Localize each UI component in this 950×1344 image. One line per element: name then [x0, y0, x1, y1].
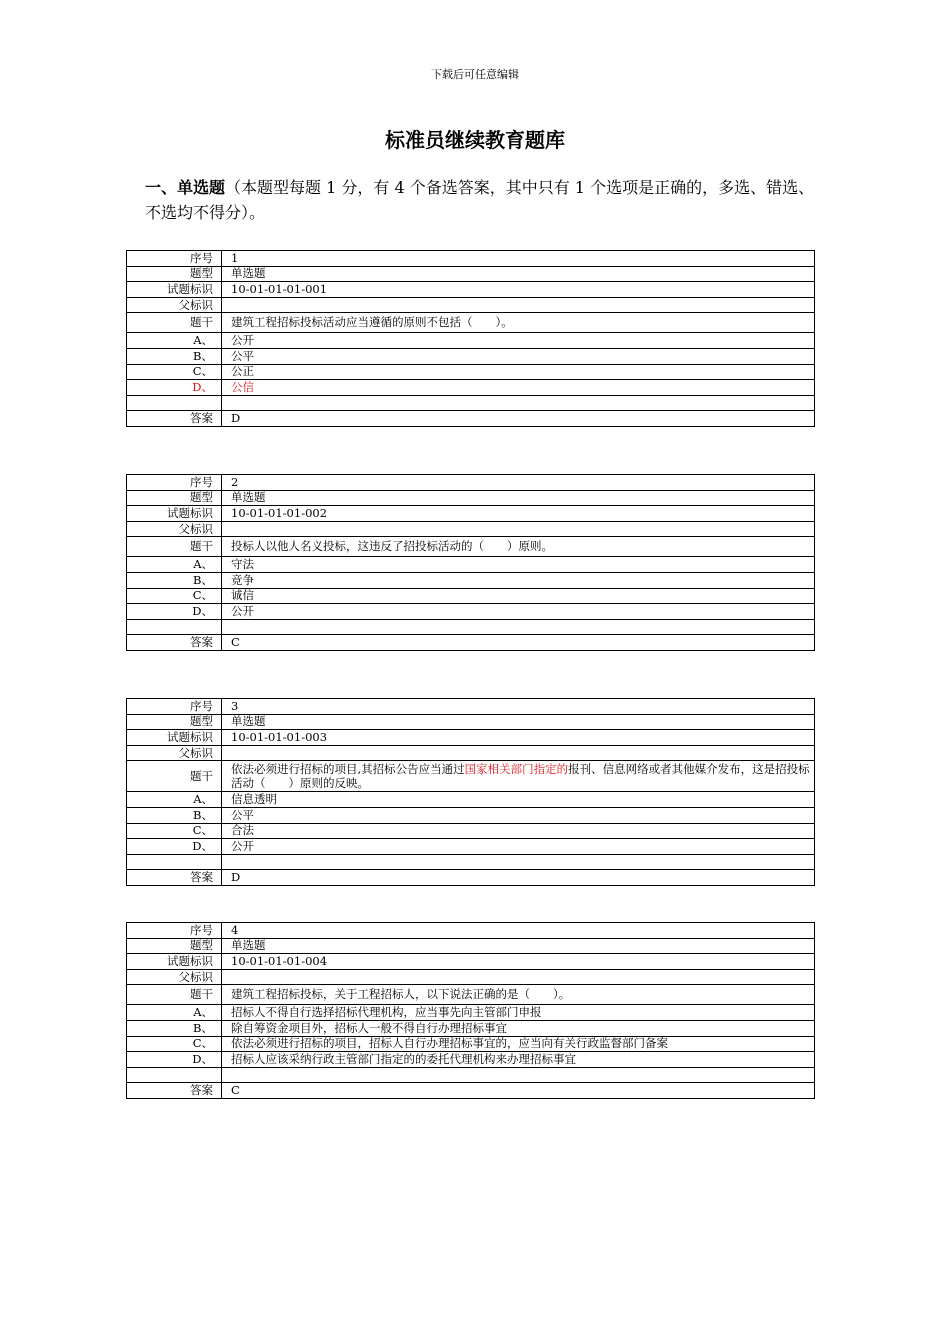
label-option-a: A、 — [127, 1005, 222, 1021]
label-seq: 序号 — [127, 923, 222, 939]
label-option-d: D、 — [127, 604, 222, 620]
label-option-c: C、 — [127, 823, 222, 839]
option-a: 守法 — [222, 557, 815, 573]
blank-value — [222, 619, 815, 635]
label-parent: 父标识 — [127, 521, 222, 537]
label-id: 试题标识 — [127, 954, 222, 970]
option-b: 公平 — [222, 807, 815, 823]
value-id: 10-01-01-01-002 — [222, 506, 815, 522]
blank-value — [222, 1067, 815, 1083]
label-stem: 题干 — [127, 761, 222, 792]
label-type: 题型 — [127, 938, 222, 954]
row-option-d — [127, 380, 815, 396]
value-answer: D — [222, 870, 815, 886]
label-option-a: A、 — [127, 333, 222, 349]
row-stem — [127, 985, 815, 1005]
row-id — [127, 730, 815, 746]
label-id: 试题标识 — [127, 730, 222, 746]
label-option-a: A、 — [127, 792, 222, 808]
value-type: 单选题 — [222, 490, 815, 506]
row-parent — [127, 297, 815, 313]
option-d: 公开 — [222, 839, 815, 855]
row-id — [127, 954, 815, 970]
label-option-d: D、 — [127, 380, 222, 396]
value-stem: 建筑工程招标投标活动应当遵循的原则不包括（ ）。 — [222, 313, 815, 333]
option-d: 公信 — [222, 380, 815, 396]
label-answer: 答案 — [127, 870, 222, 886]
blank-label — [127, 1067, 222, 1083]
row-parent — [127, 969, 815, 985]
question-table-1 — [126, 250, 815, 427]
label-option-b: B、 — [127, 807, 222, 823]
row-option-a — [127, 1005, 815, 1021]
row-option-b — [127, 1020, 815, 1036]
value-seq: 3 — [222, 699, 815, 715]
row-answer — [127, 1083, 815, 1099]
option-a: 公开 — [222, 333, 815, 349]
label-option-c: C、 — [127, 588, 222, 604]
row-blank — [127, 395, 815, 411]
label-option-d: D、 — [127, 839, 222, 855]
row-option-b — [127, 572, 815, 588]
row-parent — [127, 745, 815, 761]
label-option-b: B、 — [127, 1020, 222, 1036]
row-option-a — [127, 792, 815, 808]
row-seq — [127, 923, 815, 939]
label-type: 题型 — [127, 490, 222, 506]
row-answer — [127, 870, 815, 886]
label-parent: 父标识 — [127, 745, 222, 761]
value-seq: 4 — [222, 923, 815, 939]
label-option-d: D、 — [127, 1052, 222, 1068]
row-seq — [127, 251, 815, 267]
label-id: 试题标识 — [127, 506, 222, 522]
label-parent: 父标识 — [127, 297, 222, 313]
blank-label — [127, 854, 222, 870]
header-note: 下载后可任意编辑 — [431, 68, 519, 81]
row-option-c — [127, 823, 815, 839]
value-parent — [222, 521, 815, 537]
option-a: 信息透明 — [222, 792, 815, 808]
row-option-d — [127, 1052, 815, 1068]
value-parent — [222, 745, 815, 761]
label-stem: 题干 — [127, 985, 222, 1005]
value-stem: 投标人以他人名义投标，这违反了招投标活动的（ ）原则。 — [222, 537, 815, 557]
label-option-a: A、 — [127, 557, 222, 573]
row-blank — [127, 619, 815, 635]
value-type: 单选题 — [222, 266, 815, 282]
value-answer: D — [222, 411, 815, 427]
row-answer — [127, 635, 815, 651]
row-answer — [127, 411, 815, 427]
stem-part-3: 报刊、信息网络或者其他媒介发布，这是招投标活动（ ）原则的反映。 — [231, 762, 810, 791]
option-d: 招标人应该采纳行政主管部门指定的的委托代理机构来办理招标事宜 — [222, 1052, 815, 1068]
row-stem — [127, 313, 815, 333]
row-option-a — [127, 333, 815, 349]
value-answer: C — [222, 1083, 815, 1099]
section-lead: 一、单选题 — [145, 178, 226, 197]
value-parent — [222, 297, 815, 313]
option-d: 公开 — [222, 604, 815, 620]
value-stem — [222, 761, 815, 792]
row-seq — [127, 475, 815, 491]
label-seq: 序号 — [127, 699, 222, 715]
row-type — [127, 266, 815, 282]
row-option-d — [127, 839, 815, 855]
option-a: 招标人不得自行选择招标代理机构，应当事先向主管部门申报 — [222, 1005, 815, 1021]
label-seq: 序号 — [127, 475, 222, 491]
document-title: 标准员继续教育题库 — [385, 128, 565, 152]
row-option-b — [127, 807, 815, 823]
label-type: 题型 — [127, 714, 222, 730]
row-blank — [127, 1067, 815, 1083]
question-table-4 — [126, 922, 815, 1099]
blank-label — [127, 395, 222, 411]
label-answer: 答案 — [127, 1083, 222, 1099]
value-id: 10-01-01-01-001 — [222, 282, 815, 298]
stem-highlight: 国家相关部门指定的 — [464, 762, 569, 777]
row-option-c — [127, 588, 815, 604]
label-parent: 父标识 — [127, 969, 222, 985]
blank-label — [127, 619, 222, 635]
value-answer: C — [222, 635, 815, 651]
row-stem — [127, 537, 815, 557]
value-parent — [222, 969, 815, 985]
value-type: 单选题 — [222, 714, 815, 730]
label-option-c: C、 — [127, 1036, 222, 1052]
row-type — [127, 714, 815, 730]
label-type: 题型 — [127, 266, 222, 282]
label-stem: 题干 — [127, 313, 222, 333]
value-seq: 2 — [222, 475, 815, 491]
value-id: 10-01-01-01-003 — [222, 730, 815, 746]
row-option-d — [127, 604, 815, 620]
question-table-3 — [126, 698, 815, 886]
value-id: 10-01-01-01-004 — [222, 954, 815, 970]
section-intro — [145, 175, 825, 225]
label-answer: 答案 — [127, 635, 222, 651]
value-seq: 1 — [222, 251, 815, 267]
row-stem — [127, 761, 815, 792]
stem-part-1: 依法必须进行招标的项目,其招标公告应当通过 — [231, 762, 465, 777]
row-option-c — [127, 1036, 815, 1052]
row-blank — [127, 854, 815, 870]
blank-value — [222, 395, 815, 411]
row-parent — [127, 521, 815, 537]
row-id — [127, 506, 815, 522]
option-c: 合法 — [222, 823, 815, 839]
label-id: 试题标识 — [127, 282, 222, 298]
value-type: 单选题 — [222, 938, 815, 954]
label-option-b: B、 — [127, 572, 222, 588]
option-c: 依法必须进行招标的项目，招标人自行办理招标事宜的，应当向有关行政监督部门备案 — [222, 1036, 815, 1052]
label-option-c: C、 — [127, 364, 222, 380]
row-type — [127, 938, 815, 954]
row-seq — [127, 699, 815, 715]
option-b: 公平 — [222, 348, 815, 364]
value-stem: 建筑工程招标投标，关于工程招标人，以下说法正确的是（ ）。 — [222, 985, 815, 1005]
label-answer: 答案 — [127, 411, 222, 427]
option-c: 诚信 — [222, 588, 815, 604]
label-stem: 题干 — [127, 537, 222, 557]
row-option-a — [127, 557, 815, 573]
option-b: 竞争 — [222, 572, 815, 588]
section-text: （本题型每题 1 分，有 4 个备选答案，其中只有 1 个选项是正确的，多选、错选、不选均不得分）。 — [145, 178, 815, 222]
row-id — [127, 282, 815, 298]
row-option-c — [127, 364, 815, 380]
question-table-2 — [126, 474, 815, 651]
row-type — [127, 490, 815, 506]
label-seq: 序号 — [127, 251, 222, 267]
option-b: 除自筹资金项目外，招标人一般不得自行办理招标事宜 — [222, 1020, 815, 1036]
label-option-b: B、 — [127, 348, 222, 364]
blank-value — [222, 854, 815, 870]
row-option-b — [127, 348, 815, 364]
option-c: 公正 — [222, 364, 815, 380]
